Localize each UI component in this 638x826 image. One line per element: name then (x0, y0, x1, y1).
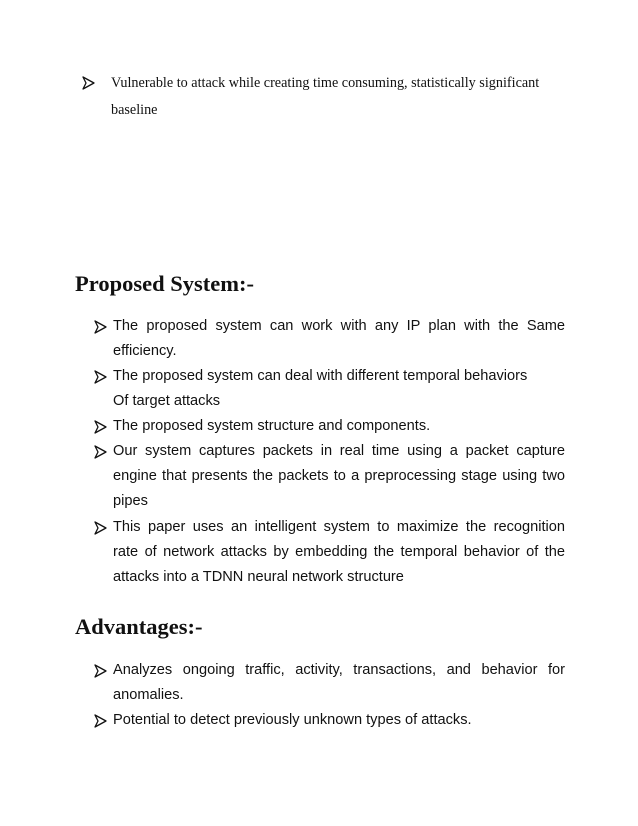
intro-bullet-line: baseline (111, 102, 158, 118)
proposed-bullet-line: The proposed system can deal with different temporal behaviors (113, 368, 528, 384)
arrow-bullet-icon (94, 445, 107, 459)
arrow-bullet-icon (94, 420, 107, 434)
proposed-bullet-text (113, 364, 565, 414)
arrow-bullet-icon (94, 714, 107, 728)
advantages-bullet-line: Analyzes ongoing traffic, activity, transactions, and behavior for (113, 662, 565, 678)
proposed-bullet-line: Of target attacks (113, 393, 221, 409)
proposed-system-heading: Proposed System:- (75, 271, 254, 296)
arrow-bullet-icon (94, 664, 107, 678)
advantages-heading: Advantages:- (75, 614, 203, 639)
proposed-bullet-line: efficiency. (113, 343, 177, 359)
arrow-bullet-icon (94, 370, 107, 384)
proposed-bullet-line: This paper uses an intelligent system to maximize the recognition (113, 519, 565, 535)
advantages-bullet-line: Potential to detect previously unknown types of attacks. (113, 712, 472, 728)
arrow-bullet-icon (94, 320, 107, 334)
arrow-bullet-icon (82, 76, 95, 90)
proposed-bullet-line: pipes (113, 493, 148, 509)
proposed-bullet-line: Our system captures packets in real time using a packet capture (113, 443, 565, 459)
proposed-bullet-text (113, 515, 565, 590)
proposed-bullet-line: The proposed system structure and components. (113, 418, 431, 434)
intro-bullet-line: Vulnerable to attack while creating time consuming, statistically significant (111, 75, 540, 91)
proposed-bullet-line: The proposed system can work with any IP plan with the Same (113, 318, 565, 334)
advantages-bullet-text (113, 658, 565, 708)
advantages-bullet-text (113, 708, 565, 733)
proposed-bullet-line: attacks into a TDNN neural network structure (113, 569, 404, 585)
proposed-bullet-line: rate of network attacks by embedding the temporal behavior of the (113, 544, 565, 560)
arrow-bullet-icon (94, 521, 107, 535)
proposed-bullet-text (113, 314, 565, 364)
advantages-bullet-line: anomalies. (113, 687, 184, 703)
proposed-bullet-line: engine that presents the packets to a preprocessing stage using two (113, 468, 565, 484)
intro-bullet-text (111, 70, 561, 124)
proposed-bullet-text (113, 439, 565, 514)
proposed-bullet-text (113, 414, 565, 439)
